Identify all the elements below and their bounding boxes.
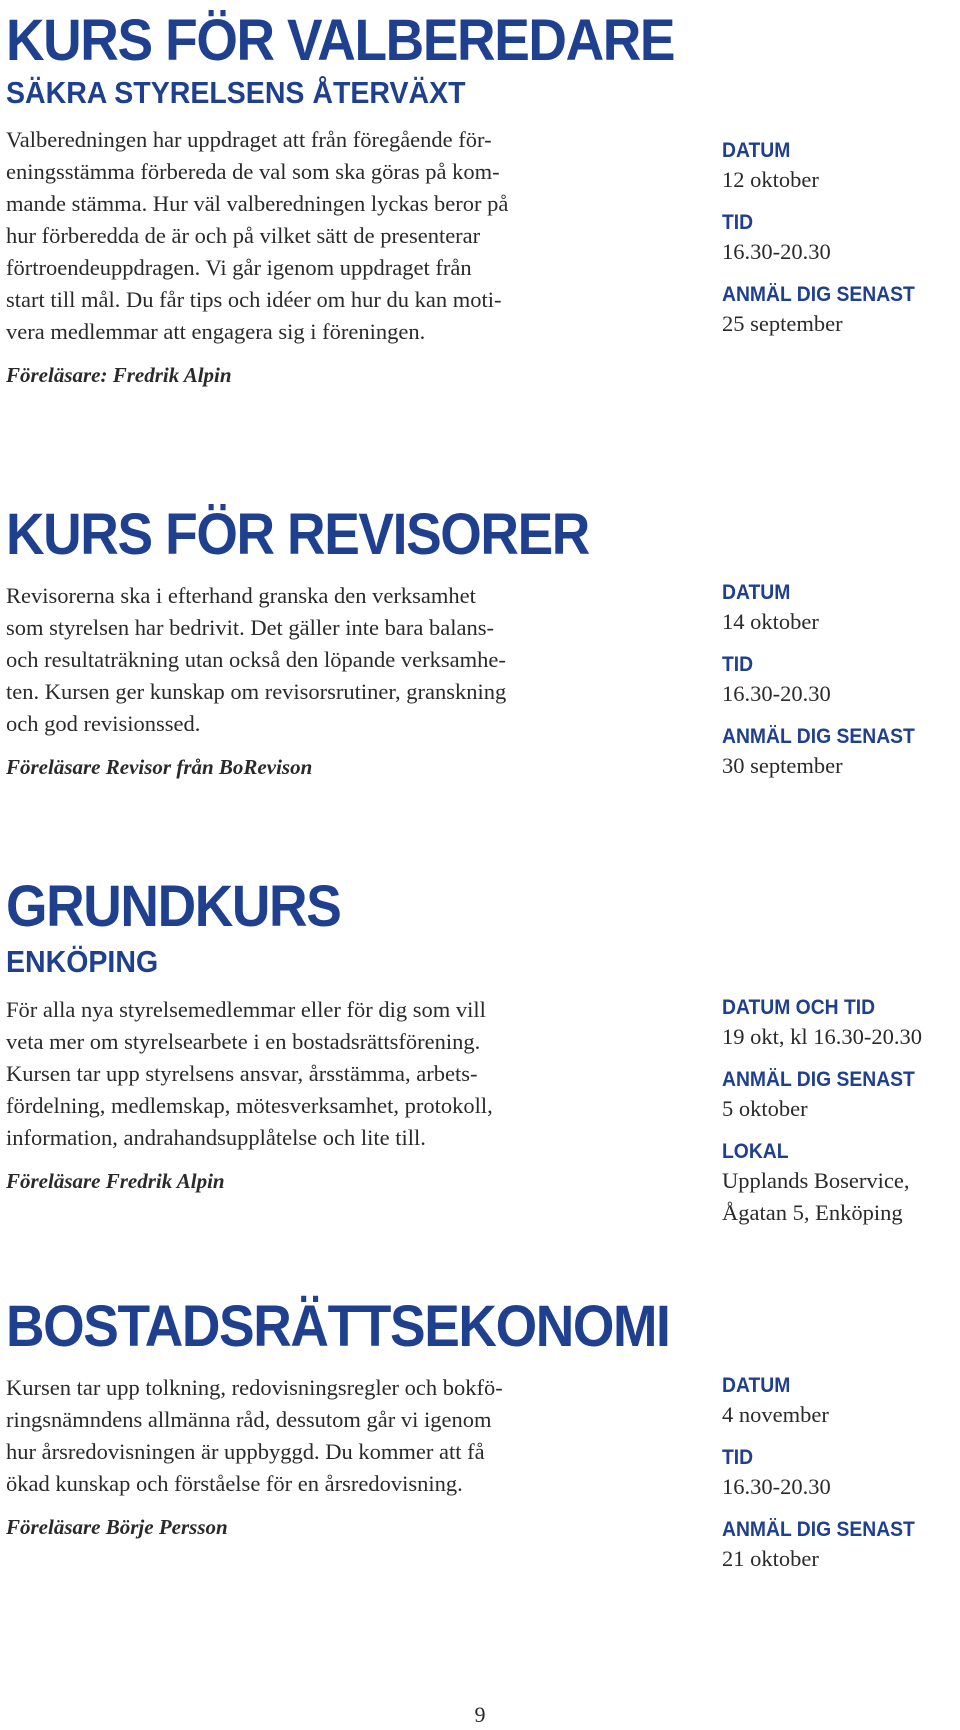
- detail-label-deadline: ANMÄL DIG SENAST: [722, 283, 915, 306]
- detail-label-date: DATUM: [722, 139, 791, 162]
- description-line: Kursen tar upp tolkning, redovisningsregler och bokfö-: [6, 1375, 503, 1400]
- course-details: [722, 138, 958, 354]
- lecturer: Föreläsare Revisor från BoRevison: [6, 755, 313, 779]
- course-title: GRUNDKURS: [6, 874, 341, 939]
- description-line: hur årsredovisningen är uppbyggd. Du kommer att få: [6, 1439, 485, 1464]
- description-line: information, andrahandsupplåtelse och lite till.: [6, 1125, 426, 1150]
- description-line: ten. Kursen ger kunskap om revisorsrutiner, granskning: [6, 679, 507, 704]
- detail-value-date: 4 november: [722, 1402, 829, 1427]
- page-number: 9: [474, 1702, 486, 1727]
- description-line: hur förberedda de är och på vilket sätt de presenterar: [6, 223, 481, 248]
- detail-label-time: TID: [722, 653, 754, 676]
- description-line: mande stämma. Hur väl valberedningen lyckas beror på: [6, 191, 509, 216]
- description-line: start till mål. Du får tips och idéer om hur du kan moti-: [6, 287, 502, 312]
- description-line: förtroendeuppdragen. Vi går igenom uppdraget från: [6, 255, 472, 280]
- description-line: vera medlemmar att engagera sig i föreningen.: [6, 319, 426, 344]
- detail-value-date: 12 oktober: [722, 167, 819, 192]
- course-description: [6, 1372, 666, 1542]
- detail-value-deadline: 30 september: [722, 753, 843, 778]
- description-line: och god revisionssed.: [6, 711, 201, 736]
- course-title: KURS FÖR REVISORER: [6, 502, 589, 567]
- detail-value-date-time: 19 okt, kl 16.30-20.30: [722, 1024, 922, 1049]
- description-line: ökad kunskap och förståelse för en årsredovisning.: [6, 1471, 463, 1496]
- description-line: eningsstämma förbereda de val som ska göras på kom-: [6, 159, 500, 184]
- description-line: ringsnämndens allmänna råd, dessutom går vi igenom: [6, 1407, 492, 1432]
- course-description: [6, 124, 666, 390]
- detail-label-location: LOKAL: [722, 1140, 789, 1163]
- description-line: Revisorerna ska i efterhand granska den verksamhet: [6, 583, 476, 608]
- detail-value-deadline: 5 oktober: [722, 1096, 808, 1121]
- description-line: veta mer om styrelsearbete i en bostadsrättsförening.: [6, 1029, 481, 1054]
- course-title: BOSTADSRÄTTSEKONOMI: [6, 1294, 670, 1359]
- lecturer: Föreläsare Fredrik Alpin: [6, 1169, 225, 1193]
- course-description: [6, 580, 666, 782]
- detail-label-time: TID: [722, 211, 754, 234]
- detail-value-location-line: Ågatan 5, Enköping: [722, 1200, 903, 1225]
- lecturer: Föreläsare: Fredrik Alpin: [6, 363, 232, 387]
- description-line: som styrelsen har bedrivit. Det gäller inte bara balans-: [6, 615, 494, 640]
- detail-label-date: DATUM: [722, 581, 791, 604]
- description-line: och resultaträkning utan också den löpande verksamhe-: [6, 647, 506, 672]
- detail-label-date-time: DATUM OCH TID: [722, 996, 876, 1019]
- description-line: För alla nya styrelsemedlemmar eller för dig som vill: [6, 997, 486, 1022]
- detail-value-time: 16.30-20.30: [722, 1474, 831, 1499]
- detail-value-deadline: 25 september: [722, 311, 843, 336]
- course-subtitle: ENKÖPING: [6, 944, 159, 979]
- course-details: [722, 580, 958, 796]
- lecturer: Föreläsare Börje Persson: [6, 1515, 228, 1539]
- description-line: Valberedningen har uppdraget att från föregående för-: [6, 127, 492, 152]
- detail-value-location-line: Upplands Boservice,: [722, 1168, 910, 1193]
- detail-label-deadline: ANMÄL DIG SENAST: [722, 1518, 915, 1541]
- description-line: Kursen tar upp styrelsens ansvar, årsstämma, arbets-: [6, 1061, 478, 1086]
- detail-value-deadline: 21 oktober: [722, 1546, 819, 1571]
- course-details: [722, 995, 958, 1243]
- detail-label-date: DATUM: [722, 1374, 791, 1397]
- detail-label-time: TID: [722, 1446, 754, 1469]
- description-line: fördelning, medlemskap, mötesverksamhet, protokoll,: [6, 1093, 493, 1118]
- course-subtitle: SÄKRA STYRELSENS ÅTERVÄXT: [6, 75, 466, 110]
- detail-value-time: 16.30-20.30: [722, 239, 831, 264]
- detail-label-deadline: ANMÄL DIG SENAST: [722, 1068, 915, 1091]
- detail-value-date: 14 oktober: [722, 609, 819, 634]
- course-details: [722, 1373, 958, 1589]
- detail-label-deadline: ANMÄL DIG SENAST: [722, 725, 915, 748]
- course-description: [6, 994, 666, 1196]
- detail-value-time: 16.30-20.30: [722, 681, 831, 706]
- course-title: KURS FÖR VALBEREDARE: [6, 8, 675, 73]
